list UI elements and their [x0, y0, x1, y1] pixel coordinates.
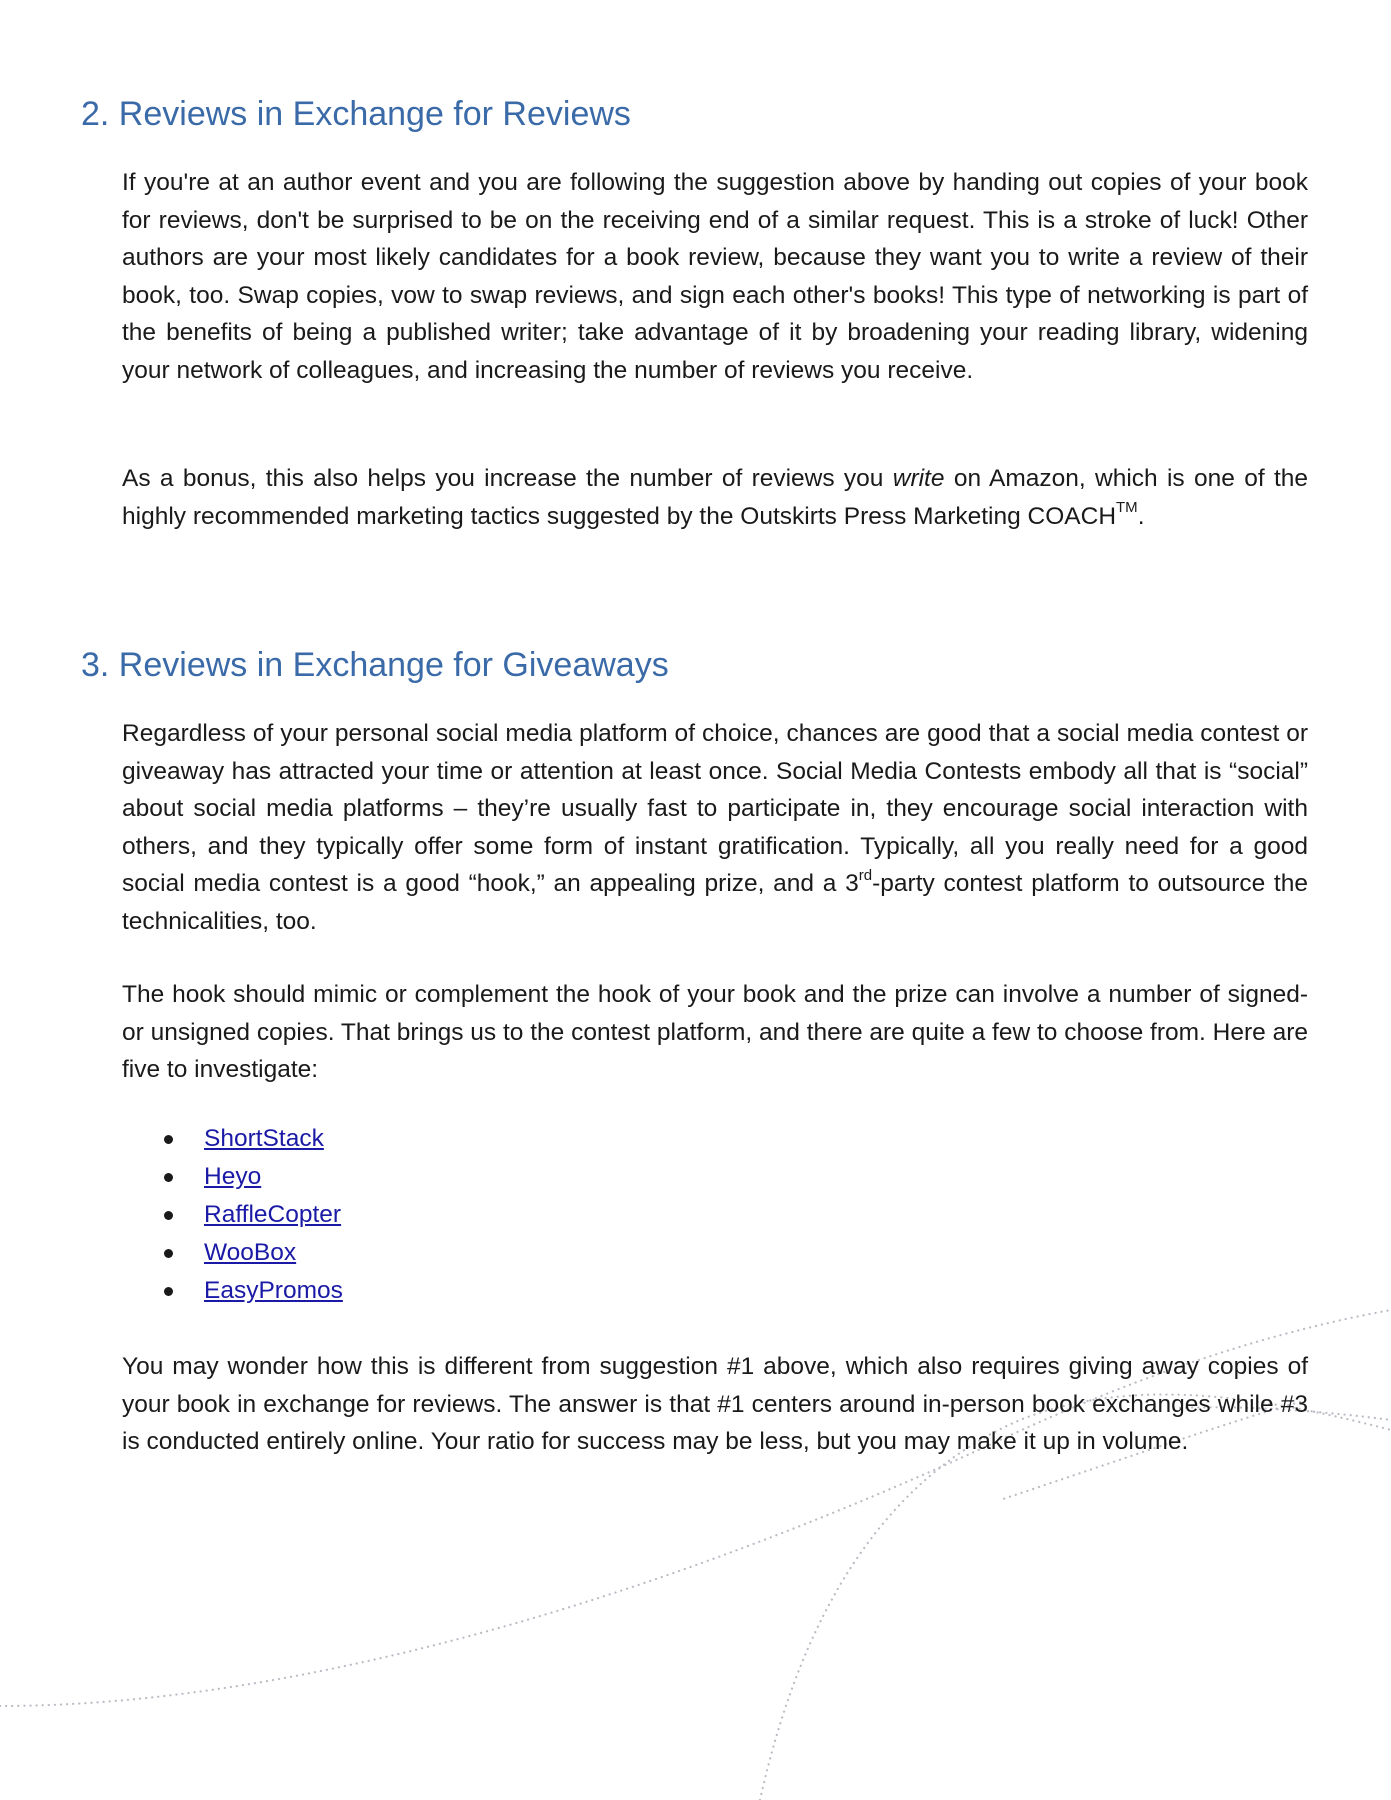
link-shortstack[interactable]: ShortStack [204, 1125, 324, 1152]
link-rafflecopter[interactable]: RaffleCopter [204, 1201, 342, 1228]
section-2-heading: 2. Reviews in Exchange for Reviews [81, 95, 631, 133]
section-2-paragraph-2-text-a: As a bonus, this also helps you increase the number of reviews you [122, 465, 893, 492]
trademark-superscript: TM [1116, 499, 1138, 517]
section-3-paragraph-2-text: The hook should mimic or complement the hook of your book and the prize can involve a number of signed-or unsigned copies. That brings us to the contest platform, and there are quite a few to choose from. Here are five to investigate: [122, 981, 1308, 1084]
bullet-icon [164, 1287, 173, 1296]
section-3-paragraph-3 [122, 1348, 1308, 1461]
bullet-icon [164, 1173, 173, 1182]
section-3-paragraph-1-end: -party contest platform to outsource the technicalities, too. [122, 870, 1308, 935]
section-2-paragraph-1 [122, 164, 1308, 390]
section-2-paragraph-2 [122, 460, 1308, 535]
bullet-icon [164, 1211, 173, 1220]
section-3-paragraph-3-text: You may wonder how this is different from suggestion #1 above, which also requires giving away copies of your book in exchange for reviews. The answer is that #1 centers around in-person book exchanges while #3 is conducted entirely online. Your ratio for success may be less, but you may make it up in volume. [122, 1353, 1308, 1456]
section-3-paragraph-1 [122, 715, 1308, 941]
bullet-icon [164, 1249, 173, 1258]
link-easypromos[interactable]: EasyPromos [204, 1277, 343, 1304]
section-3-heading: 3. Reviews in Exchange for Giveaways [81, 646, 669, 684]
section-2-paragraph-2-text-b: on Amazon, which is one of the highly recommended marketing tactics suggested by the Outskirts Press Marketing COACH [122, 465, 1309, 530]
ordinal-superscript: rd [858, 867, 873, 885]
bullet-icon [164, 1135, 173, 1144]
link-heyo[interactable]: Heyo [204, 1163, 262, 1190]
section-3-paragraph-1-text: Regardless of your personal social media platform of choice, chances are good that a social media contest or giveaway has attracted your time or attention at least once. Social Media Contests embody all that is “social” about social media platforms – they’re usually fast to participate in, they encourage social interaction with others, and they typically offer some form of instant gratification. Typically, all you really need for a good social media contest is a good “hook,” an appealing prize, and a 3 [122, 720, 1308, 898]
link-woobox[interactable]: WooBox [204, 1239, 297, 1266]
section-2-paragraph-2-end: . [1137, 502, 1145, 530]
section-2-paragraph-1-text: If you're at an author event and you are following the suggestion above by handing out copies of your book for reviews, don't be surprised to be on the receiving end of a similar request. This is a stroke of luck! Other authors are your most likely candidates for a book review, because they want you to write a review of their book, too. Swap copies, vow to swap reviews, and sign each other's books! This type of networking is part of the benefits of being a published writer; take advantage of it by broadening your reading library, widening your network of colleagues, and increasing the number of reviews you receive. [122, 169, 1308, 384]
section-3-paragraph-2 [122, 976, 1308, 1089]
section-2-paragraph-2-italic: write [892, 465, 945, 492]
